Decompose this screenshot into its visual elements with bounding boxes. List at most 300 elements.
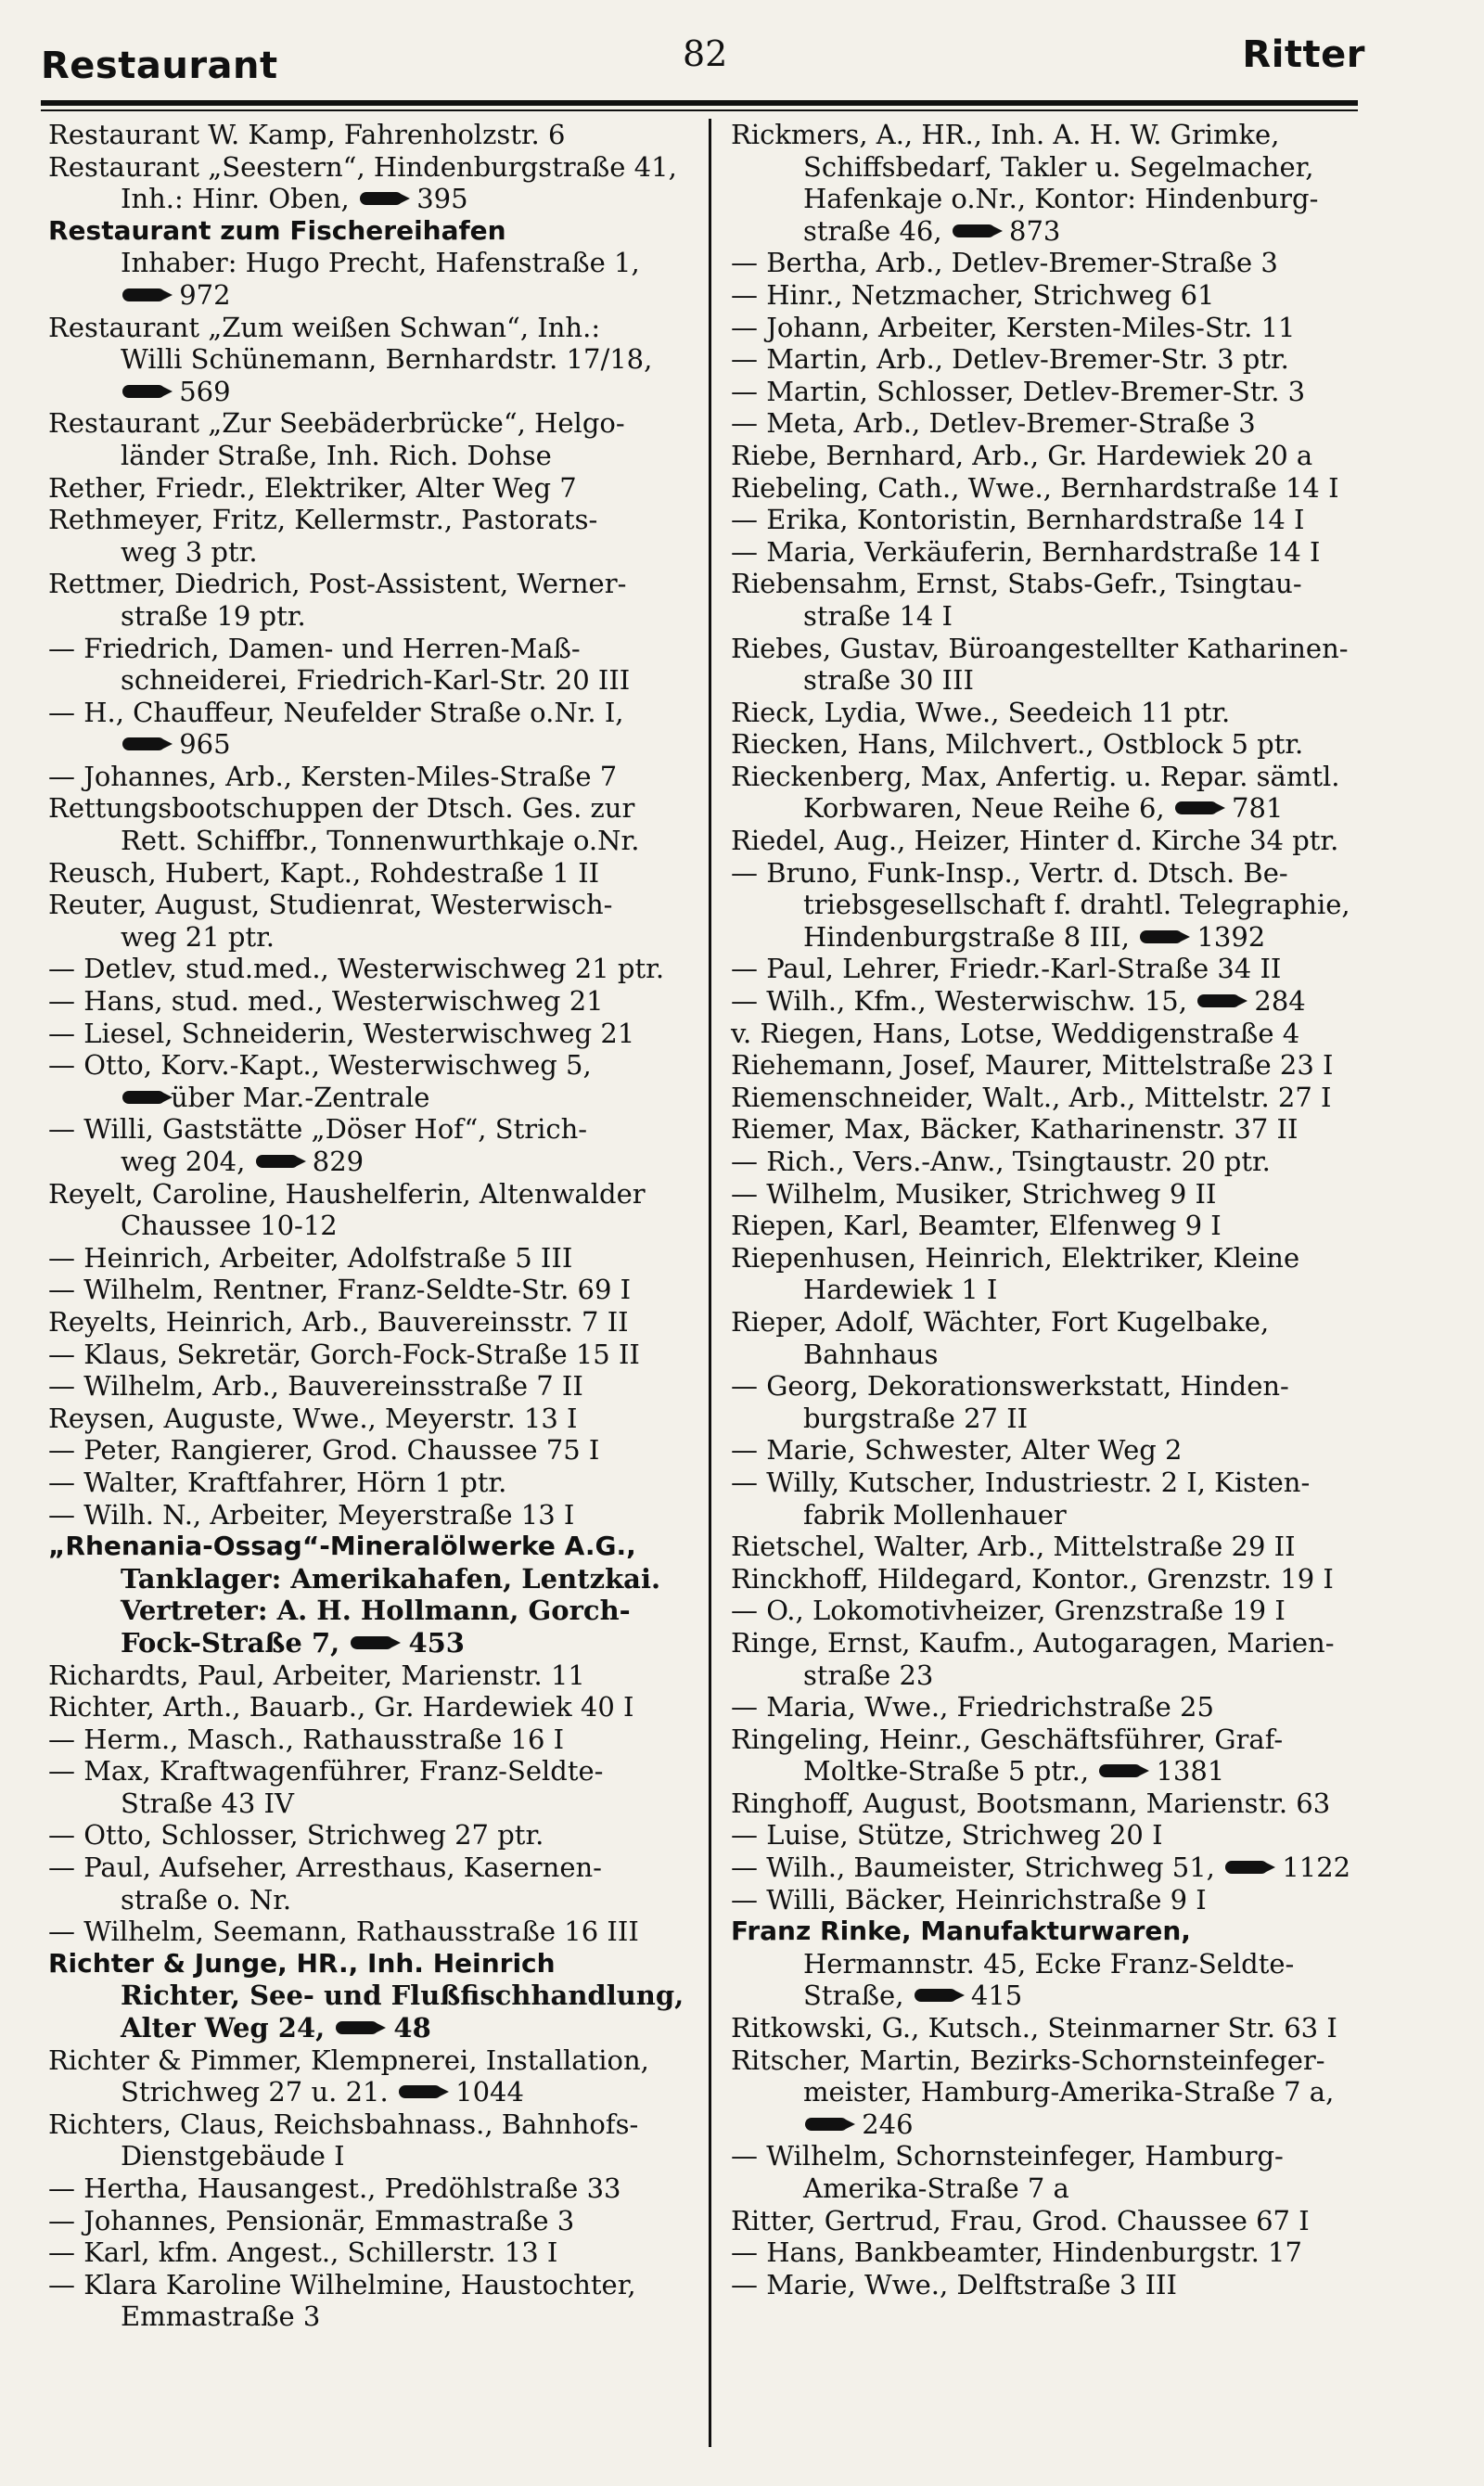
entry-text: Franz Rinke, Manufakturwaren, <box>731 1916 1191 1947</box>
directory-entry-line <box>48 215 697 248</box>
entry-text: — Klaus, Sekretär, Gorch-Fock-Straße 15 II <box>48 1338 640 1370</box>
directory-entry-line <box>731 2044 1417 2077</box>
phone-number: 965 <box>171 728 231 761</box>
entry-text: straße 46, <box>803 214 942 247</box>
entry-text: straße o. Nr. <box>121 1883 292 1916</box>
directory-entry-line <box>731 1370 1417 1403</box>
directory-entry-line <box>48 1659 697 1692</box>
directory-entry-line <box>48 1306 697 1339</box>
phone-number: 569 <box>171 375 231 407</box>
entry-text: Riedel, Aug., Heizer, Hinter d. Kirche 34 ptr. <box>731 825 1339 857</box>
entry-text: meister, Hamburg-Amerika-Straße 7 a, <box>803 2076 1335 2108</box>
entry-text: — Johannes, Pensionär, Emmastraße 3 <box>48 2204 575 2236</box>
directory-entry-line <box>731 119 1417 151</box>
entry-text: — Willi, Bäcker, Heinrichstraße 9 I <box>731 1883 1207 1916</box>
directory-entry-line <box>48 183 697 215</box>
directory-entry-line <box>731 1049 1417 1082</box>
directory-entry-line <box>48 1403 697 1435</box>
telephone-icon <box>122 288 165 301</box>
telephone-icon <box>1175 801 1218 814</box>
directory-entry-line <box>731 1306 1417 1339</box>
directory-entry-line <box>731 1755 1417 1788</box>
directory-entry-line <box>48 1339 697 1371</box>
entry-text: Bahnhaus <box>803 1338 939 1370</box>
directory-entry-line <box>731 151 1417 184</box>
entry-text: — Georg, Dekorationswerkstatt, Hinden- <box>731 1370 1289 1403</box>
telephone-icon <box>351 1636 393 1649</box>
entry-text: Hardewiek 1 I <box>803 1274 998 1306</box>
entry-text: triebsgesellschaft f. drahtl. Telegraphie, <box>803 889 1350 921</box>
directory-entry-line <box>731 1980 1417 2012</box>
directory-entry-line <box>48 247 697 279</box>
directory-entry-line <box>48 279 697 312</box>
entry-text: Restaurant zum Fischereihafen <box>48 214 506 246</box>
phone-number: 284 <box>1246 985 1306 1018</box>
directory-entry-line <box>731 504 1417 536</box>
entry-text: Amerika-Straße 7 a <box>803 2172 1069 2204</box>
directory-entry-line <box>48 1948 697 1980</box>
directory-entry-line <box>48 1691 697 1724</box>
phone-number: 395 <box>408 183 468 215</box>
entry-text: Reyelts, Heinrich, Arb., Bauvereinsstr. 7 II <box>48 1305 629 1338</box>
phone-number: 246 <box>853 2108 914 2140</box>
phone-number: 1381 <box>1147 1755 1225 1788</box>
directory-entry-line <box>731 1210 1417 1242</box>
entry-text: burgstraße 27 II <box>803 1402 1029 1434</box>
telephone-icon <box>1140 930 1183 943</box>
entry-text: — Martin, Schlosser, Detlev-Bremer-Str. 3 <box>731 375 1306 407</box>
directory-entry-line <box>731 1113 1417 1146</box>
directory-entry-line <box>48 2012 697 2044</box>
directory-entry-line <box>731 1146 1417 1178</box>
directory-entry-line <box>48 1049 697 1082</box>
header-section-right: Ritter <box>1242 33 1365 76</box>
directory-entry-line <box>731 1531 1417 1563</box>
directory-entry-line <box>731 1627 1417 1659</box>
entry-text: Richter & Pimmer, Klempnerei, Installation, <box>48 2044 649 2076</box>
directory-entry-line <box>731 1788 1417 1820</box>
entry-text: — Walter, Kraftfahrer, Hörn 1 ptr. <box>48 1466 507 1498</box>
directory-entry-line <box>731 1948 1417 1980</box>
directory-entry-line <box>731 1724 1417 1756</box>
phone-number: 415 <box>962 1980 1023 2012</box>
directory-entry-line <box>731 1884 1417 1916</box>
entry-text: Richters, Claus, Reichsbahnass., Bahnhofs- <box>48 2108 639 2140</box>
entry-text: — Marie, Schwester, Alter Weg 2 <box>731 1434 1183 1467</box>
entry-text: Riebeling, Cath., Wwe., Bernhardstraße 14 I <box>731 471 1339 504</box>
entry-text: — Johann, Arbeiter, Kersten-Miles-Str. 11 <box>731 311 1296 343</box>
entry-text: Richter, See- und Flußfischhandlung, <box>121 1980 684 2012</box>
entry-text: — Friedrich, Damen- und Herren-Maß- <box>48 632 581 664</box>
entry-text: Rickmers, A., HR., Inh. A. H. W. Grimke, <box>731 119 1280 150</box>
entry-text: — Wilhelm, Rentner, Franz-Seldte-Str. 69 I <box>48 1274 632 1306</box>
directory-entry-line <box>48 2044 697 2077</box>
directory-entry-line <box>731 279 1417 312</box>
telephone-icon <box>256 1155 299 1168</box>
entry-text: straße 30 III <box>803 664 974 697</box>
directory-entry-line <box>731 1499 1417 1531</box>
right-column <box>731 119 1417 2300</box>
directory-entry-line <box>731 697 1417 729</box>
entry-text: Korbwaren, Neue Reihe 6, <box>803 792 1165 825</box>
entry-text: Emmastraße 3 <box>121 2300 321 2333</box>
entry-text: — Herm., Masch., Rathausstraße 16 I <box>48 1723 565 1755</box>
directory-entry-line <box>731 1467 1417 1499</box>
directory-entry-line <box>48 825 697 857</box>
directory-entry-line <box>731 1178 1417 1211</box>
phone-number: 972 <box>171 278 231 311</box>
telephone-icon <box>1197 994 1240 1007</box>
phone-number: 48 <box>384 2012 431 2044</box>
directory-entry-line <box>731 1403 1417 1435</box>
entry-text: Rinckhoff, Hildegard, Kontor., Grenzstr. 19 I <box>731 1562 1334 1595</box>
entry-text: Rettmer, Diedrich, Post-Assistent, Werner- <box>48 568 627 600</box>
telephone-icon <box>953 224 995 237</box>
page-number: 82 <box>683 33 728 74</box>
entry-text: — Willy, Kutscher, Industriestr. 2 I, Kisten- <box>731 1466 1311 1498</box>
entry-text: Tanklager: Amerikahafen, Lentzkai. <box>121 1562 661 1595</box>
phone-number: 829 <box>303 1146 365 1177</box>
entry-text: Restaurant „Seestern“, Hindenburgstraße 41, <box>48 150 677 183</box>
entry-text: — Wilhelm, Seemann, Rathausstraße 16 III <box>48 1916 639 1948</box>
directory-entry-line <box>731 1852 1417 1884</box>
directory-entry-line <box>731 889 1417 921</box>
telephone-icon <box>122 737 165 750</box>
directory-entry-line <box>48 1274 697 1306</box>
telephone-icon <box>1099 1764 1142 1777</box>
directory-entry-line <box>731 2140 1417 2172</box>
entry-text: — H., Chauffeur, Neufelder Straße o.Nr. I, <box>48 696 624 728</box>
directory-entry-line <box>48 376 697 408</box>
entry-text: — O., Lokomotivheizer, Grenzstraße 19 I <box>731 1595 1286 1627</box>
entry-text: — Paul, Aufseher, Arresthaus, Kasernen- <box>48 1852 602 1884</box>
directory-entry-line <box>48 921 697 954</box>
entry-text: Strichweg 27 u. 21. <box>121 2076 389 2108</box>
phone-number: 873 <box>1000 214 1061 247</box>
entry-text: Hindenburgstraße 8 III, <box>803 920 1131 953</box>
directory-entry-line <box>731 985 1417 1018</box>
entry-text: straße 14 I <box>803 599 953 632</box>
entry-text: Rethmeyer, Fritz, Kellermstr., Pastorats- <box>48 504 598 536</box>
directory-entry-line <box>731 312 1417 344</box>
entry-text: — Meta, Arb., Detlev-Bremer-Straße 3 <box>731 407 1256 440</box>
directory-entry-line <box>48 1178 697 1211</box>
entry-text: fabrik Mollenhauer <box>803 1498 1067 1531</box>
directory-entry-line <box>48 504 697 536</box>
directory-entry-line <box>48 1242 697 1275</box>
directory-entry-line <box>48 1370 697 1403</box>
entry-text: Reusch, Hubert, Kapt., Rohdestraße 1 II <box>48 856 600 889</box>
entry-text: Rettungsbootschuppen der Dtsch. Ges. zur <box>48 792 635 825</box>
directory-entry-line <box>731 1563 1417 1595</box>
directory-entry-line <box>731 1659 1417 1692</box>
entry-text: — Detlev, stud.med., Westerwischweg 21 ptr. <box>48 953 665 985</box>
directory-entry-line <box>48 697 697 729</box>
header-rule <box>41 100 1358 106</box>
entry-text: — Heinrich, Arbeiter, Adolfstraße 5 III <box>48 1241 573 1274</box>
directory-entry-line <box>731 2205 1417 2237</box>
phone-number: 1392 <box>1188 920 1266 953</box>
entry-text: — Hinr., Netzmacher, Strichweg 61 <box>731 278 1215 311</box>
entry-text: — Wilhelm, Musiker, Strichweg 9 II <box>731 1177 1217 1210</box>
directory-entry-line <box>731 1082 1417 1114</box>
entry-text: Ritkowski, G., Kutsch., Steinmarner Str. 63 I <box>731 2012 1337 2044</box>
directory-entry-line <box>731 247 1417 279</box>
directory-entry-line <box>48 2108 697 2141</box>
directory-entry-line <box>48 536 697 569</box>
entry-text: Ritter, Gertrud, Frau, Grod. Chaussee 67 I <box>731 2204 1310 2236</box>
entry-text: — Wilh., Baumeister, Strichweg 51, <box>731 1852 1215 1884</box>
directory-entry-line <box>48 1724 697 1756</box>
directory-entry-line <box>731 472 1417 505</box>
directory-entry-line <box>731 633 1417 665</box>
directory-entry-line <box>48 568 697 600</box>
directory-entry-line <box>731 600 1417 633</box>
phone-number: 781 <box>1222 792 1284 825</box>
entry-text: — Rich., Vers.-Anw., Tsingtaustr. 20 ptr. <box>731 1146 1271 1177</box>
entry-text: — Max, Kraftwagenführer, Franz-Seldte- <box>48 1755 604 1788</box>
entry-text: — Paul, Lehrer, Friedr.-Karl-Straße 34 II <box>731 953 1282 985</box>
entry-text: Ringhoff, August, Bootsmann, Marienstr. 63 <box>731 1787 1331 1819</box>
directory-entry-line <box>731 1242 1417 1275</box>
directory-entry-line <box>48 1852 697 1884</box>
telephone-icon <box>122 1091 165 1104</box>
entry-text: — Hans, Bankbeamter, Hindenburgstr. 17 <box>731 2236 1302 2269</box>
telephone-icon <box>122 385 165 398</box>
entry-text: — Erika, Kontoristin, Bernhardstraße 14 I <box>731 504 1305 536</box>
directory-entry-line <box>48 2269 697 2301</box>
directory-entry-line <box>731 825 1417 857</box>
entry-text: Restaurant „Zur Seebäderbrücke“, Helgo- <box>48 407 625 440</box>
directory-entry-line <box>48 633 697 665</box>
entry-text: Ringe, Ernst, Kaufm., Autogaragen, Marien- <box>731 1626 1335 1659</box>
directory-entry-line <box>48 440 697 472</box>
directory-entry-line <box>48 312 697 344</box>
entry-text: Riebes, Gustav, Büroangestellter Katharinen- <box>731 632 1349 664</box>
entry-text: Riebe, Bernhard, Arb., Gr. Hardewiek 20 a <box>731 439 1313 471</box>
entry-text: Chaussee 10-12 <box>121 1210 338 1242</box>
entry-text: Straße, <box>803 1980 904 2012</box>
entry-text: — Willi, Gaststätte „Döser Hof“, Strich- <box>48 1113 588 1146</box>
entry-text: Dienstgebäude I <box>121 2140 345 2172</box>
page-header <box>41 33 1365 89</box>
directory-entry-line <box>48 1884 697 1916</box>
directory-entry-line <box>731 921 1417 954</box>
directory-entry-line <box>731 1434 1417 1467</box>
entry-text: Moltke-Straße 5 ptr., <box>803 1755 1090 1788</box>
entry-text: — Hertha, Hausangest., Predöhlstraße 33 <box>48 2172 621 2204</box>
entry-text: weg 204, <box>121 1146 246 1177</box>
directory-entry-line <box>731 2012 1417 2044</box>
directory-entry-line <box>48 1788 697 1820</box>
directory-entry-line <box>731 536 1417 569</box>
directory-entry-line <box>48 2076 697 2108</box>
directory-entry-line <box>731 1691 1417 1724</box>
entry-text: Rether, Friedr., Elektriker, Alter Weg 7 <box>48 471 577 504</box>
entry-text: — Hans, stud. med., Westerwischweg 21 <box>48 985 604 1018</box>
entry-text: Riepen, Karl, Beamter, Elfenweg 9 I <box>731 1210 1222 1242</box>
entry-text: Restaurant „Zum weißen Schwan“, Inh.: <box>48 311 601 343</box>
directory-entry-line <box>48 985 697 1018</box>
directory-entry-line <box>48 2236 697 2269</box>
directory-entry-line <box>48 1434 697 1467</box>
directory-entry-line <box>731 568 1417 600</box>
directory-entry-line <box>48 2140 697 2172</box>
directory-entry-line <box>48 407 697 440</box>
telephone-icon <box>399 2085 441 2098</box>
directory-entry-line <box>48 1627 697 1659</box>
entry-text: — Marie, Wwe., Delftstraße 3 III <box>731 2268 1177 2300</box>
directory-entry-line <box>731 1274 1417 1306</box>
directory-entry-line <box>48 2300 697 2333</box>
entry-text: Hafenkaje o.Nr., Kontor: Hindenburg- <box>803 183 1319 215</box>
entry-text: Richardts, Paul, Arbeiter, Marienstr. 11 <box>48 1659 585 1691</box>
directory-entry-line <box>731 376 1417 408</box>
entry-text: — Martin, Arb., Detlev-Bremer-Str. 3 ptr. <box>731 343 1289 376</box>
entry-text: Straße 43 IV <box>121 1787 294 1819</box>
entry-text: v. Riegen, Hans, Lotse, Weddigenstraße 4 <box>731 1017 1300 1049</box>
directory-entry-line <box>48 1916 697 1948</box>
entry-text: Reyelt, Caroline, Haushelferin, Altenwalder <box>48 1177 646 1210</box>
entry-text: „Rhenania-Ossag“-Mineralölwerke A.G., <box>48 1531 636 1562</box>
directory-entry-line <box>48 761 697 793</box>
entry-text: — Luise, Stütze, Strichweg 20 I <box>731 1819 1163 1852</box>
entry-text: Riepenhusen, Heinrich, Elektriker, Kleine <box>731 1241 1300 1274</box>
directory-entry-line <box>731 2076 1417 2108</box>
directory-entry-line <box>731 343 1417 376</box>
entry-text: Fock-Straße 7, <box>121 1626 340 1659</box>
entry-text: Reuter, August, Studienrat, Westerwisch- <box>48 889 613 921</box>
directory-entry-line <box>731 407 1417 440</box>
entry-text: — Liesel, Schneiderin, Westerwischweg 21 <box>48 1017 635 1049</box>
directory-entry-line <box>48 1467 697 1499</box>
directory-entry-line <box>731 1595 1417 1627</box>
entry-text: — Klara Karoline Wilhelmine, Haustochter, <box>48 2268 636 2300</box>
directory-entry-line <box>48 472 697 505</box>
directory-entry-line <box>48 1595 697 1627</box>
entry-text: Schiffsbedarf, Takler u. Segelmacher, <box>803 150 1314 183</box>
directory-entry-line <box>48 792 697 825</box>
telephone-icon <box>360 192 403 205</box>
phone-number: 1122 <box>1273 1852 1351 1884</box>
entry-text: — Otto, Schlosser, Strichweg 27 ptr. <box>48 1819 544 1852</box>
directory-entry-line <box>48 664 697 697</box>
entry-text: Hermannstr. 45, Ecke Franz-Seldte- <box>803 1947 1295 1980</box>
entry-text: Inhaber: Hugo Precht, Hafenstraße 1, <box>121 247 640 279</box>
entry-text: — Bertha, Arb., Detlev-Bremer-Straße 3 <box>731 247 1278 279</box>
entry-text: Rieckenberg, Max, Anfertig. u. Repar. sämtl. <box>731 760 1340 792</box>
directory-entry-line <box>731 440 1417 472</box>
entry-text: straße 19 ptr. <box>121 599 306 632</box>
entry-text: — Otto, Korv.-Kapt., Westerwischweg 5, <box>48 1049 592 1082</box>
entry-text: Rieper, Adolf, Wächter, Fort Kugelbake, <box>731 1305 1270 1338</box>
header-rule-thin <box>41 109 1358 111</box>
directory-entry-line <box>731 728 1417 761</box>
entry-text: über Mar.-Zentrale <box>171 1081 430 1113</box>
directory-entry-line <box>731 183 1417 215</box>
telephone-icon <box>805 2118 848 2131</box>
directory-entry-line <box>731 215 1417 248</box>
entry-text: — Johannes, Arb., Kersten-Miles-Straße 7 <box>48 760 618 792</box>
directory-entry-line <box>731 664 1417 697</box>
directory-entry-line <box>731 1916 1417 1948</box>
directory-entry-line <box>731 2172 1417 2205</box>
entry-text: weg 3 ptr. <box>121 535 258 568</box>
directory-entry-line <box>731 2236 1417 2269</box>
entry-text: Riecken, Hans, Milchvert., Ostblock 5 ptr. <box>731 728 1304 761</box>
entry-text: Richter, Arth., Bauarb., Gr. Hardewiek 40 I <box>48 1691 634 1724</box>
directory-entry-line <box>48 1819 697 1852</box>
entry-text: Vertreter: A. H. Hollmann, Gorch- <box>121 1595 631 1627</box>
entry-text: Willi Schünemann, Bernhardstr. 17/18, <box>121 343 653 376</box>
directory-entry-line <box>48 953 697 985</box>
entry-text: schneiderei, Friedrich-Karl-Str. 20 III <box>121 664 631 697</box>
entry-text: Rett. Schiffbr., Tonnenwurthkaje o.Nr. <box>121 825 640 857</box>
entry-text: Ringeling, Heinr., Geschäftsführer, Graf- <box>731 1723 1284 1755</box>
entry-text: Inh.: Hinr. Oben, <box>121 183 350 215</box>
telephone-icon <box>915 1989 957 2002</box>
entry-text: Restaurant W. Kamp, Fahrenholzstr. 6 <box>48 119 566 150</box>
entry-text: — Wilh., Kfm., Westerwischw. 15, <box>731 985 1187 1018</box>
directory-entry-line <box>48 600 697 633</box>
entry-text: — Bruno, Funk-Insp., Vertr. d. Dtsch. Be- <box>731 856 1288 889</box>
directory-entry-line <box>48 1755 697 1788</box>
entry-text: — Wilhelm, Schornsteinfeger, Hamburg- <box>731 2140 1284 2172</box>
entry-text: — Karl, kfm. Angest., Schillerstr. 13 I <box>48 2236 558 2269</box>
directory-entry-line <box>48 1531 697 1563</box>
entry-text: Reysen, Auguste, Wwe., Meyerstr. 13 I <box>48 1402 578 1434</box>
left-column <box>48 119 697 2333</box>
directory-entry-line <box>731 953 1417 985</box>
directory-entry-line <box>48 2172 697 2205</box>
entry-text: straße 23 <box>803 1659 934 1691</box>
directory-entry-line <box>48 1113 697 1146</box>
directory-entry-line <box>48 1499 697 1531</box>
directory-entry-line <box>48 1082 697 1114</box>
entry-text: Riemer, Max, Bäcker, Katharinenstr. 37 II <box>731 1113 1298 1146</box>
directory-entry-line <box>48 119 697 151</box>
directory-entry-line <box>48 1018 697 1050</box>
entry-text: weg 21 ptr. <box>121 920 275 953</box>
directory-entry-line <box>731 761 1417 793</box>
entry-text: Richter & Junge, HR., Inh. Heinrich <box>48 1947 556 1979</box>
telephone-icon <box>336 2021 378 2034</box>
phone-number: 1044 <box>446 2076 524 2108</box>
directory-entry-line <box>731 1339 1417 1371</box>
telephone-icon <box>1225 1861 1268 1874</box>
entry-text: — Maria, Wwe., Friedrichstraße 25 <box>731 1691 1214 1724</box>
header-section-left: Restaurant <box>41 45 278 87</box>
directory-entry-line <box>731 2269 1417 2301</box>
directory-entry-line <box>48 1146 697 1178</box>
directory-entry-line <box>48 857 697 890</box>
entry-text: Riebensahm, Ernst, Stabs-Gefr., Tsingtau- <box>731 568 1302 600</box>
directory-entry-line <box>731 1018 1417 1050</box>
entry-text: Rieck, Lydia, Wwe., Seedeich 11 ptr. <box>731 696 1231 728</box>
directory-entry-line <box>48 343 697 376</box>
directory-entry-line <box>48 889 697 921</box>
directory-entry-line <box>48 151 697 184</box>
entry-text: — Wilhelm, Arb., Bauvereinsstraße 7 II <box>48 1370 583 1403</box>
directory-entry-line <box>48 1210 697 1242</box>
directory-entry-line <box>731 1819 1417 1852</box>
directory-entry-line <box>48 2205 697 2237</box>
entry-text: Ritscher, Martin, Bezirks-Schornsteinfeger- <box>731 2044 1325 2076</box>
entry-text: Rietschel, Walter, Arb., Mittelstraße 29 II <box>731 1531 1296 1563</box>
directory-entry-line <box>731 2108 1417 2141</box>
entry-text: — Wilh. N., Arbeiter, Meyerstraße 13 I <box>48 1498 575 1531</box>
directory-entry-line <box>731 857 1417 890</box>
